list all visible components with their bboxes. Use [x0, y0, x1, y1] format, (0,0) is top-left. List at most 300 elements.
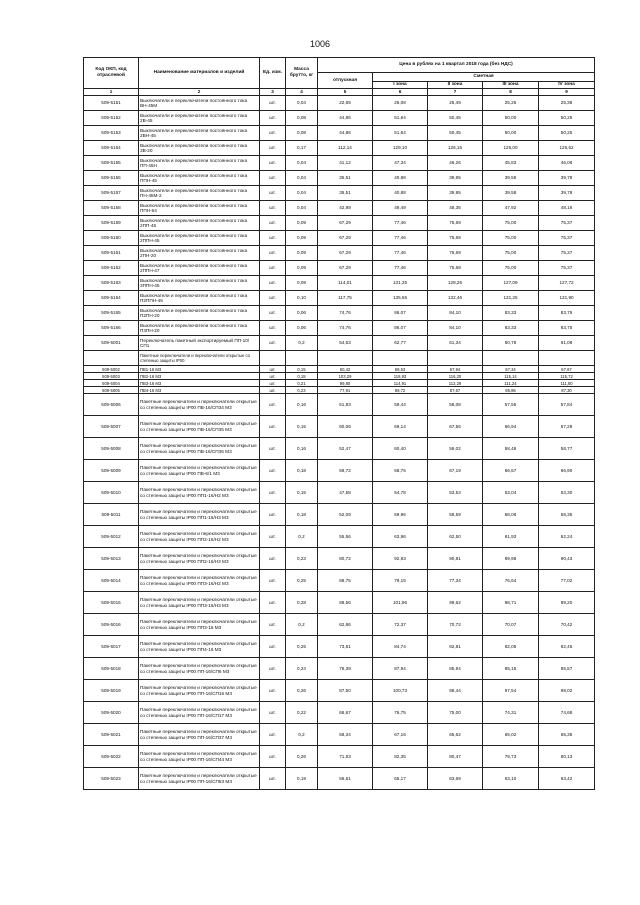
- code-cell: 509-5005: [84, 387, 139, 394]
- name-cell: ПВ2-16 М3: [139, 373, 260, 380]
- name-cell: Пакетные переключатели и переключатели открытые со степенью защиты IP00 ПП1-16/Н2 М3: [139, 482, 260, 504]
- unit-cell: шт.: [260, 321, 286, 336]
- unit-cell: шт.: [260, 201, 286, 216]
- unit-cell: шт.: [260, 373, 286, 380]
- col-zone4-header: IV зона: [539, 82, 595, 89]
- wholesale-price-cell: 117,75: [318, 291, 373, 306]
- zone2-price-cell: 85,94: [428, 658, 483, 680]
- price-table: [83, 57, 595, 790]
- code-cell: 509-5017: [84, 636, 139, 658]
- zone4-price-cell: 65,35: [539, 724, 595, 746]
- zone3-price-cell: 63,10: [483, 768, 539, 790]
- code-cell: 509-5162: [84, 261, 139, 276]
- mass-cell: 0,25: [286, 636, 318, 658]
- table-row: [84, 636, 595, 658]
- table-row: [84, 246, 595, 261]
- table-row: [84, 156, 595, 171]
- unit-cell: шт.: [260, 460, 286, 482]
- zone1-price-cell: 60,40: [373, 438, 428, 460]
- code-cell: 509-5016: [84, 614, 139, 636]
- zone3-price-cell: 45,83: [483, 156, 539, 171]
- unit-cell: шт.: [260, 186, 286, 201]
- zone1-price-cell: 131,25: [373, 276, 428, 291]
- zone2-price-cell: 75,69: [428, 246, 483, 261]
- zone3-price-cell: 86,86: [483, 387, 539, 394]
- empty-cell: [483, 351, 539, 366]
- unit-cell: шт.: [260, 276, 286, 291]
- name-cell: Пакетные переключатели и переключатели открытые со степенью защиты IP00 ПВ-16/СП35 М3: [139, 416, 260, 438]
- zone2-price-cell: 65,62: [428, 724, 483, 746]
- zone3-price-cell: 89,98: [483, 548, 539, 570]
- table-row: [84, 614, 595, 636]
- zone2-price-cell: 53,53: [428, 482, 483, 504]
- empty-cell: [286, 351, 318, 366]
- code-cell: 509-5164: [84, 291, 139, 306]
- wholesale-price-cell: 88,56: [318, 592, 373, 614]
- zone3-price-cell: 67,34: [483, 366, 539, 373]
- name-cell: Пакетные переключатели и переключатели открытые со степенью защиты IP00 ПП-16/СП37 М3: [139, 724, 260, 746]
- zone2-price-cell: 59,02: [428, 438, 483, 460]
- code-cell: 509-5012: [84, 526, 139, 548]
- mass-cell: 0,09: [286, 246, 318, 261]
- col-zone2-header: II зона: [428, 82, 483, 89]
- code-cell: 509-5013: [84, 548, 139, 570]
- zone1-price-cell: 89,72: [373, 387, 428, 394]
- zone1-price-cell: 77,46: [373, 261, 428, 276]
- code-cell: 509-5001: [84, 336, 139, 351]
- unit-cell: шт.: [260, 680, 286, 702]
- name-cell: Пакетные переключатели и переключатели открытые со степенью защиты IP00 ПП3-16/Н2 М3: [139, 570, 260, 592]
- mass-cell: 0,21: [286, 380, 318, 387]
- zone1-price-cell: 59,44: [373, 394, 428, 416]
- wholesale-price-cell: 56,61: [318, 768, 373, 790]
- zone3-price-cell: 76,64: [483, 570, 539, 592]
- table-row: [84, 702, 595, 724]
- name-cell: Выключатели и переключатели постоянного тока 2ВН-45: [139, 126, 260, 141]
- zone4-price-cell: 67,28: [539, 416, 595, 438]
- column-index-cell: 8: [483, 89, 539, 96]
- wholesale-price-cell: 68,75: [318, 570, 373, 592]
- unit-cell: шт.: [260, 614, 286, 636]
- code-cell: 509-5019: [84, 680, 139, 702]
- zone1-price-cell: 76,75: [373, 702, 428, 724]
- zone1-price-cell: 69,14: [373, 416, 428, 438]
- zone2-price-cell: 70,72: [428, 614, 483, 636]
- wholesale-price-cell: 103,29: [318, 373, 373, 380]
- col-wholesale-header: отпускная: [318, 73, 373, 89]
- wholesale-price-cell: 74,76: [318, 321, 373, 336]
- wholesale-price-cell: 66,67: [318, 702, 373, 724]
- mass-cell: 0,04: [286, 201, 318, 216]
- name-cell: Выключатели и переключатели постоянного тока 3В-20: [139, 141, 260, 156]
- mass-cell: 0,16: [286, 438, 318, 460]
- zone4-price-cell: 75,37: [539, 231, 595, 246]
- group-caption: Пакетные переключатели и переключатели открытые со степенью защиты IP00: [139, 351, 260, 366]
- name-cell: ПВ1-16 М3: [139, 366, 260, 373]
- zone3-price-cell: 127,09: [483, 276, 539, 291]
- zone2-price-cell: 126,15: [428, 141, 483, 156]
- table-row: [84, 438, 595, 460]
- mass-cell: 0,06: [286, 306, 318, 321]
- col-zone1-header: I зона: [373, 82, 428, 89]
- zone3-price-cell: 39,58: [483, 171, 539, 186]
- name-cell: ПВ4-16 М3: [139, 387, 260, 394]
- mass-cell: 0,04: [286, 186, 318, 201]
- table-row: [84, 526, 595, 548]
- zone4-price-cell: 83,75: [539, 306, 595, 321]
- wholesale-price-cell: 112,14: [318, 141, 373, 156]
- mass-cell: 0,10: [286, 291, 318, 306]
- code-cell: 509-5021: [84, 724, 139, 746]
- zone3-price-cell: 61,93: [483, 526, 539, 548]
- code-cell: 509-5163: [84, 276, 139, 291]
- zone1-price-cell: 79,15: [373, 570, 428, 592]
- mass-cell: 0,18: [286, 373, 318, 380]
- mass-cell: 0,23: [286, 548, 318, 570]
- zone2-price-cell: 80,47: [428, 746, 483, 768]
- zone4-price-cell: 83,75: [539, 321, 595, 336]
- zone4-price-cell: 111,80: [539, 380, 595, 387]
- zone2-price-cell: 132,46: [428, 291, 483, 306]
- wholesale-price-cell: 42,99: [318, 201, 373, 216]
- code-cell: 509-5011: [84, 504, 139, 526]
- wholesale-price-cell: 47,58: [318, 482, 373, 504]
- zone2-price-cell: 98,44: [428, 680, 483, 702]
- table-row: [84, 658, 595, 680]
- table-row: [84, 592, 595, 614]
- mass-cell: 0,04: [286, 156, 318, 171]
- zone3-price-cell: 53,04: [483, 482, 539, 504]
- zone3-price-cell: 75,00: [483, 216, 539, 231]
- zone3-price-cell: 74,31: [483, 702, 539, 724]
- zone4-price-cell: 90,43: [539, 548, 595, 570]
- zone3-price-cell: 111,24: [483, 380, 539, 387]
- wholesale-price-cell: 76,39: [318, 658, 373, 680]
- zone4-price-cell: 98,02: [539, 680, 595, 702]
- table-row: [84, 276, 595, 291]
- zone1-price-cell: 68,75: [373, 460, 428, 482]
- zone1-price-cell: 47,34: [373, 156, 428, 171]
- zone3-price-cell: 131,25: [483, 291, 539, 306]
- zone3-price-cell: 125,00: [483, 141, 539, 156]
- zone1-price-cell: 51,64: [373, 111, 428, 126]
- table-row: [84, 724, 595, 746]
- name-cell: Пакетные переключатели и переключатели открытые со степенью защиты IP00 ПВ-16/СП36 М3: [139, 438, 260, 460]
- name-cell: Выключатели и переключатели постоянного тока 2ППН-45: [139, 231, 260, 246]
- name-cell: Пакетные переключатели и переключатели открытые со степенью защиты IP00 ПП-16/СП17 М3: [139, 702, 260, 724]
- wholesale-price-cell: 54,53: [318, 336, 373, 351]
- empty-cell: [539, 351, 595, 366]
- zone1-price-cell: 77,46: [373, 216, 428, 231]
- zone1-price-cell: 67,16: [373, 724, 428, 746]
- wholesale-price-cell: 114,01: [318, 276, 373, 291]
- zone3-price-cell: 39,58: [483, 186, 539, 201]
- zone3-price-cell: 66,57: [483, 460, 539, 482]
- code-cell: 509-5156: [84, 171, 139, 186]
- mass-cell: 0,18: [286, 460, 318, 482]
- mass-cell: 0,04: [286, 96, 318, 111]
- name-cell: Выключатели и переключатели постоянного тока 2ПП-45: [139, 216, 260, 231]
- wholesale-price-cell: 71,53: [318, 746, 373, 768]
- name-cell: Пакетные переключатели и переключатели открытые со степенью защиты IP00 ПП2-16/Н2 М3: [139, 526, 260, 548]
- mass-cell: 0,26: [286, 746, 318, 768]
- zone4-price-cell: 63,42: [539, 768, 595, 790]
- unit-cell: шт.: [260, 394, 286, 416]
- name-cell: Выключатели и переключатели постоянного тока ППН-64: [139, 201, 260, 216]
- zone1-price-cell: 26,08: [373, 96, 428, 111]
- zone1-price-cell: 69,53: [373, 366, 428, 373]
- zone3-price-cell: 83,33: [483, 321, 539, 336]
- unit-cell: шт.: [260, 636, 286, 658]
- unit-cell: шт.: [260, 291, 286, 306]
- wholesale-price-cell: 60,42: [318, 366, 373, 373]
- zone1-price-cell: 49,49: [373, 201, 428, 216]
- mass-cell: 0,09: [286, 231, 318, 246]
- code-cell: 509-5008: [84, 438, 139, 460]
- zone3-price-cell: 66,94: [483, 416, 539, 438]
- zone1-price-cell: 86,07: [373, 321, 428, 336]
- unit-cell: шт.: [260, 156, 286, 171]
- table-body: [84, 96, 595, 790]
- col-price-header: Цена в рублях на 1 квартал 2018 года (без НДС): [318, 58, 595, 73]
- table-row: [84, 570, 595, 592]
- wholesale-price-cell: 67,29: [318, 261, 373, 276]
- zone2-price-cell: 67,94: [428, 366, 483, 373]
- table-row: [84, 111, 595, 126]
- table-header: [84, 58, 595, 96]
- zone1-price-cell: 135,55: [373, 291, 428, 306]
- group-caption-row: [84, 351, 595, 366]
- wholesale-price-cell: 58,34: [318, 724, 373, 746]
- zone3-price-cell: 50,00: [483, 126, 539, 141]
- zone1-price-cell: 100,73: [373, 680, 428, 702]
- mass-cell: 0,2: [286, 614, 318, 636]
- zone1-price-cell: 87,94: [373, 658, 428, 680]
- table-row: [84, 306, 595, 321]
- zone1-price-cell: 40,88: [373, 171, 428, 186]
- unit-cell: шт.: [260, 171, 286, 186]
- table-row: [84, 394, 595, 416]
- mass-cell: 0,09: [286, 216, 318, 231]
- wholesale-price-cell: 74,76: [318, 306, 373, 321]
- zone3-price-cell: 58,48: [483, 438, 539, 460]
- code-cell: 509-5014: [84, 570, 139, 592]
- zone2-price-cell: 82,81: [428, 636, 483, 658]
- zone1-price-cell: 101,96: [373, 592, 428, 614]
- table-row: [84, 482, 595, 504]
- code-cell: 509-5009: [84, 460, 139, 482]
- wholesale-price-cell: 55,56: [318, 526, 373, 548]
- zone4-price-cell: 87,30: [539, 387, 595, 394]
- code-cell: 509-5006: [84, 394, 139, 416]
- code-cell: 509-5166: [84, 321, 139, 336]
- code-cell: 509-5153: [84, 126, 139, 141]
- zone1-price-cell: 92,93: [373, 548, 428, 570]
- mass-cell: 0,04: [286, 171, 318, 186]
- zone3-price-cell: 75,00: [483, 231, 539, 246]
- zone3-price-cell: 115,14: [483, 373, 539, 380]
- unit-cell: шт.: [260, 438, 286, 460]
- column-index-row: [84, 89, 595, 96]
- wholesale-price-cell: 62,86: [318, 614, 373, 636]
- code-cell: 509-5015: [84, 592, 139, 614]
- zone2-price-cell: 112,29: [428, 380, 483, 387]
- zone3-price-cell: 60,78: [483, 336, 539, 351]
- code-cell: 509-5154: [84, 141, 139, 156]
- code-cell: 509-5003: [84, 373, 139, 380]
- col-zone3-header: III зона: [483, 82, 539, 89]
- zone1-price-cell: 62,77: [373, 336, 428, 351]
- zone4-price-cell: 115,72: [539, 373, 595, 380]
- name-cell: Пакетные переключатели и переключатели открытые со степенью защиты IP00 ПП-16/СП6 М3: [139, 658, 260, 680]
- col-code-header: Код ОКП, код отраслевой: [84, 58, 139, 89]
- zone3-price-cell: 79,73: [483, 746, 539, 768]
- table-row: [84, 548, 595, 570]
- zone2-price-cell: 50,45: [428, 111, 483, 126]
- col-name-header: Наименование материалов и изделий: [139, 58, 260, 89]
- zone2-price-cell: 62,50: [428, 526, 483, 548]
- zone3-price-cell: 75,00: [483, 261, 539, 276]
- mass-cell: 0,19: [286, 768, 318, 790]
- code-cell: 509-5161: [84, 246, 139, 261]
- zone1-price-cell: 65,17: [373, 768, 428, 790]
- zone2-price-cell: 77,34: [428, 570, 483, 592]
- code-cell: 509-5022: [84, 746, 139, 768]
- zone4-price-cell: 99,20: [539, 592, 595, 614]
- zone3-price-cell: 58,06: [483, 504, 539, 526]
- zone2-price-cell: 90,81: [428, 548, 483, 570]
- column-index-cell: 2: [139, 89, 260, 96]
- zone2-price-cell: 128,26: [428, 276, 483, 291]
- table-row: [84, 680, 595, 702]
- mass-cell: 0,09: [286, 261, 318, 276]
- table-row: [84, 416, 595, 438]
- mass-cell: 0,23: [286, 387, 318, 394]
- mass-cell: 0,2: [286, 526, 318, 548]
- unit-cell: шт.: [260, 141, 286, 156]
- zone1-price-cell: 51,64: [373, 126, 428, 141]
- col-estimate-header: Сметная: [373, 73, 595, 82]
- zone3-price-cell: 57,55: [483, 394, 539, 416]
- mass-cell: 0,26: [286, 680, 318, 702]
- code-cell: 509-5020: [84, 702, 139, 724]
- code-cell: [84, 351, 139, 366]
- name-cell: Выключатели и переключатели постоянного тока ППН-45: [139, 171, 260, 186]
- mass-cell: 0,08: [286, 126, 318, 141]
- unit-cell: шт.: [260, 570, 286, 592]
- code-cell: 509-5010: [84, 482, 139, 504]
- name-cell: Пакетные переключатели и переключатели открытые со степенью защиты IP00 ПВ-6/1 М3: [139, 460, 260, 482]
- zone2-price-cell: 75,69: [428, 231, 483, 246]
- zone4-price-cell: 66,90: [539, 460, 595, 482]
- table-row: [84, 171, 595, 186]
- zone2-price-cell: 48,36: [428, 201, 483, 216]
- table-row: [84, 201, 595, 216]
- code-cell: 509-5160: [84, 231, 139, 246]
- mass-cell: 0,28: [286, 592, 318, 614]
- unit-cell: шт.: [260, 724, 286, 746]
- zone4-price-cell: 85,57: [539, 658, 595, 680]
- zone4-price-cell: 57,84: [539, 394, 595, 416]
- zone1-price-cell: 40,88: [373, 186, 428, 201]
- table-row: [84, 141, 595, 156]
- mass-cell: 0,25: [286, 570, 318, 592]
- zone4-price-cell: 58,35: [539, 504, 595, 526]
- zone4-price-cell: 74,68: [539, 702, 595, 724]
- name-cell: Выключатели и переключатели постоянного тока П3ПН-20: [139, 321, 260, 336]
- zone1-price-cell: 84,74: [373, 636, 428, 658]
- code-cell: 509-5155: [84, 156, 139, 171]
- mass-cell: 0,15: [286, 366, 318, 373]
- table-row: [84, 126, 595, 141]
- code-cell: 509-5151: [84, 96, 139, 111]
- empty-cell: [260, 351, 286, 366]
- wholesale-price-cell: 59,72: [318, 460, 373, 482]
- zone4-price-cell: 62,24: [539, 526, 595, 548]
- unit-cell: шт.: [260, 380, 286, 387]
- zone1-price-cell: 77,46: [373, 231, 428, 246]
- unit-cell: шт.: [260, 504, 286, 526]
- zone4-price-cell: 80,13: [539, 746, 595, 768]
- zone2-price-cell: 87,67: [428, 387, 483, 394]
- unit-cell: шт.: [260, 261, 286, 276]
- mass-cell: 0,16: [286, 394, 318, 416]
- table-row: [84, 231, 595, 246]
- code-cell: 509-5157: [84, 186, 139, 201]
- wholesale-price-cell: 67,29: [318, 246, 373, 261]
- name-cell: Пакетные переключатели и переключатели открытые со степенью защиты IP00 ПП2-16/Н3 М3: [139, 548, 260, 570]
- name-cell: Пакетные переключатели и переключатели открытые со степенью защиты IP00 ПП4-16 М3: [139, 636, 260, 658]
- zone2-price-cell: 58,59: [428, 504, 483, 526]
- zone1-price-cell: 86,07: [373, 306, 428, 321]
- name-cell: Пакетные переключатели и переключатели открытые со степенью защиты IP00 ПП-16/СП44 М3: [139, 746, 260, 768]
- column-index-cell: 3: [260, 89, 286, 96]
- unit-cell: шт.: [260, 592, 286, 614]
- name-cell: Выключатели и переключатели постоянного тока П2ППН-45: [139, 291, 260, 306]
- name-cell: Пакетные переключатели и переключатели открытые со степенью защиты IP00 ПП3-16 М3: [139, 614, 260, 636]
- mass-cell: 0,17: [286, 141, 318, 156]
- zone4-price-cell: 127,72: [539, 276, 595, 291]
- unit-cell: шт.: [260, 658, 286, 680]
- zone1-price-cell: 114,91: [373, 380, 428, 387]
- zone4-price-cell: 25,38: [539, 96, 595, 111]
- table-row: [84, 96, 595, 111]
- unit-cell: шт.: [260, 366, 286, 373]
- column-index-cell: 1: [84, 89, 139, 96]
- wholesale-price-cell: 41,12: [318, 156, 373, 171]
- mass-cell: 0,08: [286, 111, 318, 126]
- zone3-price-cell: 83,33: [483, 306, 539, 321]
- unit-cell: шт.: [260, 768, 286, 790]
- zone2-price-cell: 67,56: [428, 416, 483, 438]
- column-index-cell: 6: [373, 89, 428, 96]
- code-cell: 509-5152: [84, 111, 139, 126]
- zone4-price-cell: 46,06: [539, 156, 595, 171]
- table-row: [84, 373, 595, 380]
- zone3-price-cell: 50,00: [483, 111, 539, 126]
- table-row: [84, 261, 595, 276]
- zone2-price-cell: 116,20: [428, 373, 483, 380]
- zone2-price-cell: 63,69: [428, 768, 483, 790]
- zone4-price-cell: 39,78: [539, 171, 595, 186]
- code-cell: 509-5158: [84, 201, 139, 216]
- wholesale-price-cell: 44,86: [318, 111, 373, 126]
- table-row: [84, 291, 595, 306]
- unit-cell: шт.: [260, 126, 286, 141]
- page-number: 1006: [309, 39, 331, 49]
- zone3-price-cell: 97,54: [483, 680, 539, 702]
- zone4-price-cell: 39,78: [539, 186, 595, 201]
